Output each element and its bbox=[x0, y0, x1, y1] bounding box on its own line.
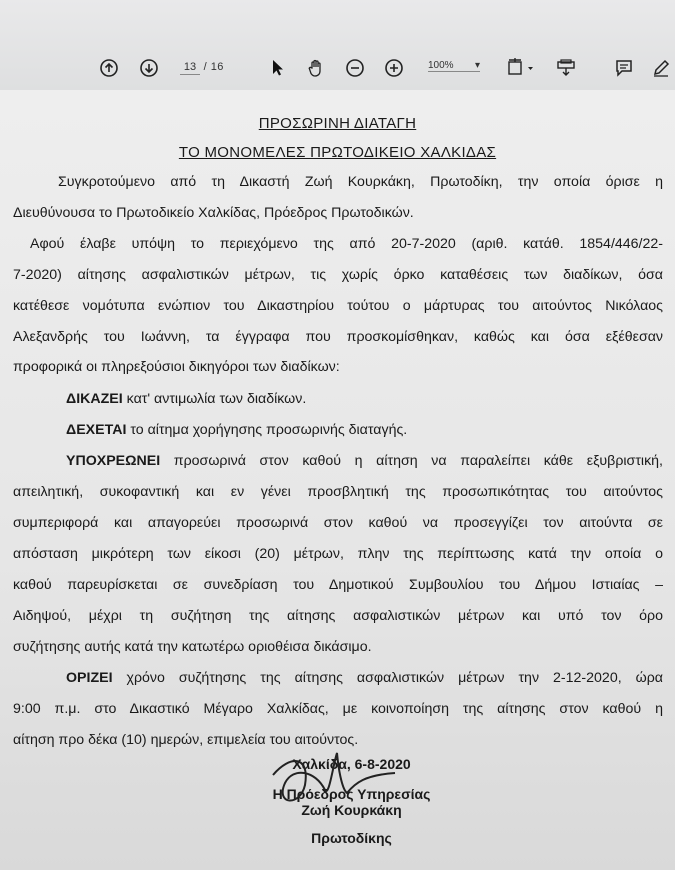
orizei-word: ΟΡΙΖΕΙ bbox=[66, 670, 113, 686]
dikazei-paragraph bbox=[66, 390, 675, 408]
text-line: Συγκροτούμενο από τη Δικαστή Ζωή Κουρκάκη, Πρωτοδίκη, την οποία όρισε η bbox=[58, 174, 663, 190]
dikazei-word: ΔΙΚΑΖΕΙ bbox=[66, 391, 123, 407]
document-page bbox=[0, 90, 675, 870]
text-line: συμπεριφορά και απαγορεύει προσωρινά στον καθού να προσεγγίζει τον αιτούντα σε bbox=[13, 515, 663, 531]
select-cursor-icon[interactable] bbox=[264, 55, 290, 81]
dikazei-text: κατ' αντιμωλία των διαδίκων. bbox=[122, 391, 307, 407]
place-date: Χαλκίδα, 6-8-2020 bbox=[292, 756, 411, 772]
print-icon[interactable] bbox=[553, 55, 579, 81]
dehetai-text: το αίτημα χορήγησης προσωρινής διαταγής. bbox=[126, 422, 408, 438]
orizei-paragraph bbox=[66, 669, 663, 687]
fit-page-icon[interactable] bbox=[504, 55, 538, 81]
court-name: ΤΟ ΜΟΝΟΜΕΛΕΣ ΠΡΩΤΟΔΙΚΕΙΟ ΧΑΛΚΙΔΑΣ bbox=[178, 144, 497, 161]
page-indicator bbox=[180, 60, 224, 75]
page-separator: / bbox=[203, 61, 208, 73]
text-line: απειλητική, συκοφαντική και εν γένει προσβλητική της προσωπικότητας του αιτούντος bbox=[13, 484, 663, 500]
text-line: 9:00 π.μ. στο Δικαστικό Μέγαρο Χαλκίδας, με κοινοποίηση της αίτησης στον καθού η bbox=[13, 701, 663, 717]
pen-icon[interactable] bbox=[648, 55, 674, 81]
ypoxreonei-word: ΥΠΟΧΡΕΩΝΕΙ bbox=[66, 453, 161, 469]
orizei-text: χρόνο συζήτησης της αίτησης ασφαλιστικών μέτρων την 2-12-2020, ώρα bbox=[112, 670, 663, 686]
zoom-in-icon[interactable] bbox=[381, 55, 407, 81]
text-line: Αιδηψού, μέχρι τη συζήτηση της αίτησης ασφαλιστικών μέτρων και υπό τον όρο bbox=[13, 608, 663, 624]
text-line: Αλεξανδρής του Ιωάννη, τα έγγραφα που προσκομίσθηκαν, καθώς και όσα εξέθεσαν bbox=[13, 329, 663, 345]
ypoxreonei-text: προσωρινά στον καθού η αίτηση να παραλείπει κάθε εξυβριστική, bbox=[160, 453, 663, 469]
text-line: Διευθύνουσα το Πρωτοδικείο Χαλκίδας, Πρόεδρος Πρωτοδικών. bbox=[13, 205, 414, 221]
comment-icon[interactable] bbox=[611, 55, 637, 81]
text-line: αίτηση προ δέκα (10) ημερών, επιμελεία του αιτούντος. bbox=[13, 732, 359, 748]
dehetai-word: ΔΕΧΕΤΑΙ bbox=[66, 422, 127, 438]
ypoxreonei-paragraph bbox=[66, 452, 663, 470]
zoom-out-icon[interactable] bbox=[342, 55, 368, 81]
text-line: απόσταση μικρότερη των είκοσι (20) μέτρων, πλην της περίπτωσης κατά την οποία ο bbox=[13, 546, 663, 562]
pdf-toolbar bbox=[0, 0, 675, 91]
signer-role: Η Πρόεδρος Υπηρεσίας bbox=[272, 786, 431, 802]
signer-name: Ζωή Κουρκάκη bbox=[301, 802, 402, 818]
hand-icon[interactable] bbox=[303, 55, 329, 81]
zoom-value: 100% bbox=[428, 60, 454, 71]
text-line: καθού παρευρίσκεται σε συνεδρίαση του Δημοτικού Συμβουλίου του Δήμου Ιστιαίας – bbox=[13, 577, 663, 593]
page-number-input[interactable] bbox=[180, 60, 200, 75]
text-line: 7-2020) αίτησης ασφαλιστικών μέτρων, τις χωρίς όρκο καταθέσεις των διαδίκων, όσα bbox=[13, 267, 663, 283]
text-line: συζήτησης αυτής κατά την κατωτέρω οριοθέισα δικάσιμο. bbox=[13, 639, 372, 655]
signer-title: Πρωτοδίκης bbox=[311, 830, 392, 846]
page-total: 16 bbox=[210, 61, 224, 73]
arrow-down-icon[interactable] bbox=[136, 55, 162, 81]
document-title: ΠΡΟΣΩΡΙΝΗ ΔΙΑΤΑΓΗ bbox=[258, 115, 417, 132]
dehetai-paragraph bbox=[66, 421, 675, 439]
zoom-select[interactable] bbox=[428, 60, 480, 72]
text-line: προφορικά οι πληρεξούσιοι δικηγόροι των διαδίκων: bbox=[13, 359, 340, 375]
chevron-down-icon: ▾ bbox=[474, 60, 480, 71]
arrow-up-icon[interactable] bbox=[96, 55, 122, 81]
text-line: Αφού έλαβε υπόψη το περιεχόμενο της από 20-7-2020 (αριθ. κατάθ. 1854/446/22- bbox=[30, 236, 663, 252]
text-line: κατέθεσε νομότυπα ενώπιον του Δικαστηρίου τούτου ο μάρτυρας του αιτούντος Νικόλαος bbox=[13, 298, 663, 314]
